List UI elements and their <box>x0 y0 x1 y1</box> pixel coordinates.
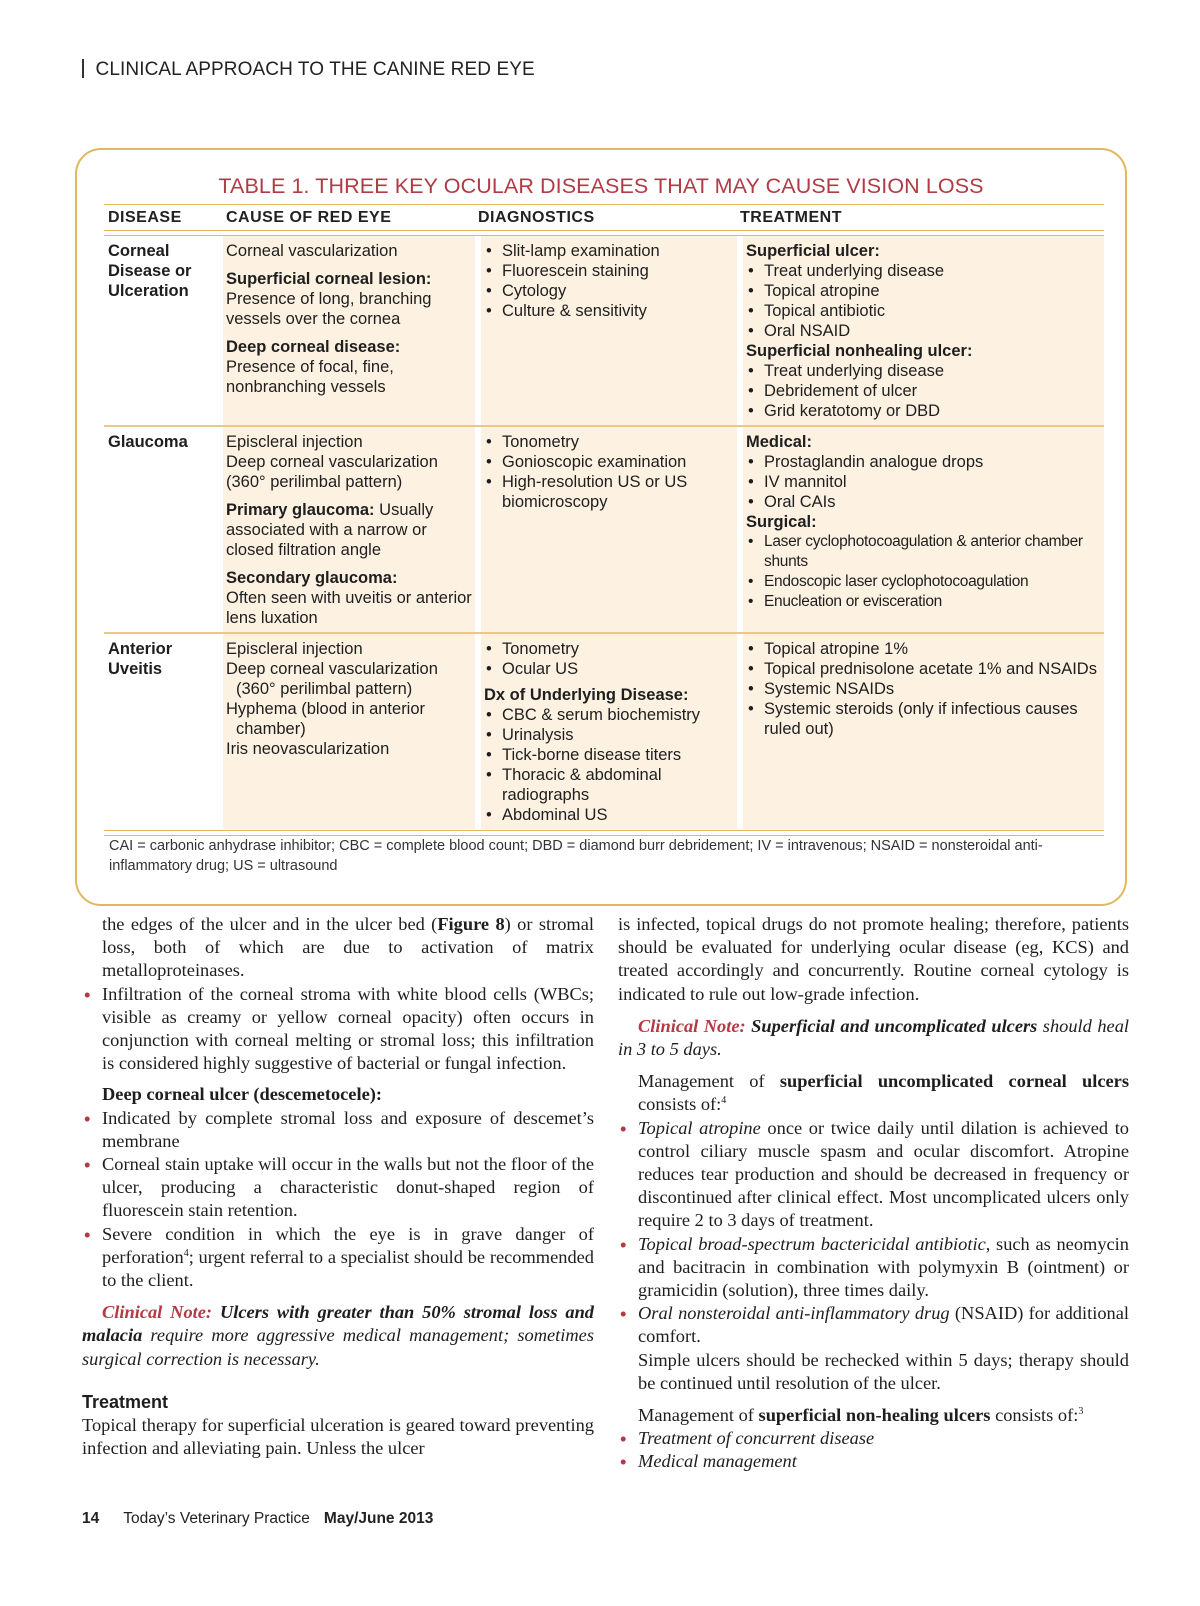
clinical-note: Clinical Note: Ulcers with greater than 50% stromal loss and malacia require more aggressive medical management; sometimes surgical correction is necessary. <box>82 1302 594 1369</box>
table-box <box>75 148 1127 906</box>
table-title: TABLE 1. THREE KEY OCULAR DISEASES THAT MAY CAUSE VISION LOSS <box>218 174 984 198</box>
disease-cell: Anterior Uveitis <box>108 640 173 678</box>
col-header-treatment: TREATMENT <box>740 208 842 226</box>
section-heading-treatment: Treatment <box>82 1391 169 1412</box>
list-item: • Oral nonsteroidal anti-inflammatory drug (NSAID) for additional comfort. <box>618 1302 1129 1348</box>
paragraph: the edges of the ulcer and in the ulcer bed (Figure 8) or stromal loss, both of which are due to activation of matrix metalloproteinases. <box>102 914 594 981</box>
treatment-cell: • Topical atropine 1% • Topical prednisolone acetate 1% and NSAIDs • Systemic NSAIDs • Systemic steroids (only if infectious causes ruled out) <box>737 634 1104 829</box>
cause-cell: Episcleral injection Deep corneal vascularization (360° perilimbal pattern) Hyphema (blood in anterior chamber) Iris neovascularization <box>223 634 475 829</box>
paragraph: Topical therapy for superficial ulceration is geared toward preventing infection and alleviating pain. Unless the ulcer <box>82 1415 594 1459</box>
disease-cell: Glaucoma <box>108 433 188 451</box>
paragraph: Management of superficial non-healing ulcers consists of:$^3$ <box>638 1405 1084 1426</box>
list-item: • Infiltration of the corneal stroma with white blood cells (WBCs; visible as creamy or yellow corneal opacity) often occurs in conjunction with corneal melting or stromal loss; this infiltration is considered highly suggestive of bacterial or fungal infection. <box>82 983 594 1076</box>
page-number: 14 <box>82 1510 100 1527</box>
disease-cell: Corneal Disease or Ulceration <box>108 242 192 300</box>
list-item: • Corneal stain uptake will occur in the walls but not the floor of the ulcer, producing a characteristic donut-shaped region of fluorescein stain retention. <box>82 1153 594 1223</box>
table-row <box>104 427 1104 632</box>
treatment-cell: Superficial ulcer: • Treat underlying disease • Topical atropine • Topical antibiotic • Oral NSAID Superficial nonhealing ulcer: • Treat underlying disease • Debridement of ulcer • Grid keratotomy or DBD <box>737 236 1104 425</box>
col-header-disease: DISEASE <box>108 208 182 226</box>
col-header-cause: CAUSE OF RED EYE <box>226 208 392 226</box>
table-header-row <box>104 205 1104 230</box>
paragraph: is infected, topical drugs do not promote healing; therefore, patients should be evaluated for underlying ocular disease (eg, KCS) and treated accordingly and concurrently. Routine corneal cytology is indicated to rule out low-grade infection. <box>618 914 1129 1004</box>
clinical-note: Clinical Note: Superficial and uncomplicated ulcers should heal in 3 to 5 days. <box>618 1015 1130 1060</box>
subheading: Deep corneal ulcer (descemetocele): <box>102 1084 382 1105</box>
table-row <box>104 236 1104 425</box>
paragraph: Simple ulcers should be rechecked within 5 days; therapy should be continued until resolution of the ulcer. <box>638 1349 1129 1393</box>
list-item: • Medical management <box>618 1450 1129 1473</box>
table-row <box>104 634 1104 829</box>
cause-cell: Corneal vascularization Superficial corneal lesion: Presence of long, branching vessels over the cornea Deep corneal disease: Presence of focal, fine, nonbranching vessels <box>223 236 475 425</box>
list-item: • Topical atropine once or twice daily until dilation is achieved to control ciliary muscle spasm and ocular discomfort. Atropine reduces tear production and should be decreased in frequency or discontinued after clinical effect. Most uncomplicated ulcers only require 2 to 3 days of treatment. <box>618 1117 1129 1233</box>
body-column-left <box>82 913 594 1460</box>
running-header <box>82 59 535 81</box>
cause-cell: Episcleral injection Deep corneal vascularization (360° perilimbal pattern) Primary glaucoma: Usually associated with a narrow or closed filtration angle Secondary glaucoma: Often seen with uveitis or anterior lens luxation <box>223 427 475 632</box>
header-title: CLINICAL APPROACH TO THE CANINE RED EYE <box>95 59 535 80</box>
treatment-cell: Medical: • Prostaglandin analogue drops • IV mannitol • Oral CAIs Surgical: • Laser cyclophotocoagulation & anterior chamber shunts • Endoscopic laser cyclophotocoagulation • Enucleation or evisceration <box>737 427 1104 632</box>
body-column-right <box>618 913 1129 1474</box>
list-item: • Indicated by complete stromal loss and exposure of descemet’s membrane <box>82 1107 594 1153</box>
diagnostics-cell: • Tonometry • Gonioscopic examination • High-resolution US or US biomicroscopy <box>475 427 737 632</box>
list-item: • Severe condition in which the eye is in grave danger of perforation$^4$; urgent referral to a specialist should be recommended to the client. <box>82 1223 594 1293</box>
diagnostics-cell: • Tonometry • Ocular US Dx of Underlying Disease: • CBC & serum biochemistry • Urinalysis • Tick-borne disease titers • Thoracic & abdominal radiographs • Abdominal US <box>475 634 737 829</box>
figure-ref: Figure 8 <box>437 914 505 934</box>
diagnostics-cell: • Slit-lamp examination • Fluorescein staining • Cytology • Culture & sensitivity <box>475 236 737 425</box>
list-item: • Treatment of concurrent disease <box>618 1427 1129 1450</box>
journal-name: Today’s Veterinary Practice <box>123 1510 310 1527</box>
disease-table <box>104 204 1104 829</box>
page-footer <box>82 1510 433 1528</box>
list-item: • Topical broad-spectrum bactericidal antibiotic, such as neomycin and bacitracin in combination with polymyxin B (ointment) or gramicidin (solution), three times daily. <box>618 1233 1129 1303</box>
issue-date: May/June 2013 <box>323 1510 434 1527</box>
table-footnote: CAI = carbonic anhydrase inhibitor; CBC = complete blood count; DBD = diamond burr debridement; IV = intravenous; NSAID = nonsteroidal anti-inflammatory drug; US = ultrasound <box>109 838 1043 874</box>
paragraph: Management of superficial uncomplicated corneal ulcers consists of:$^4$ <box>638 1071 1129 1115</box>
col-header-diagnostics: DIAGNOSTICS <box>478 208 595 226</box>
